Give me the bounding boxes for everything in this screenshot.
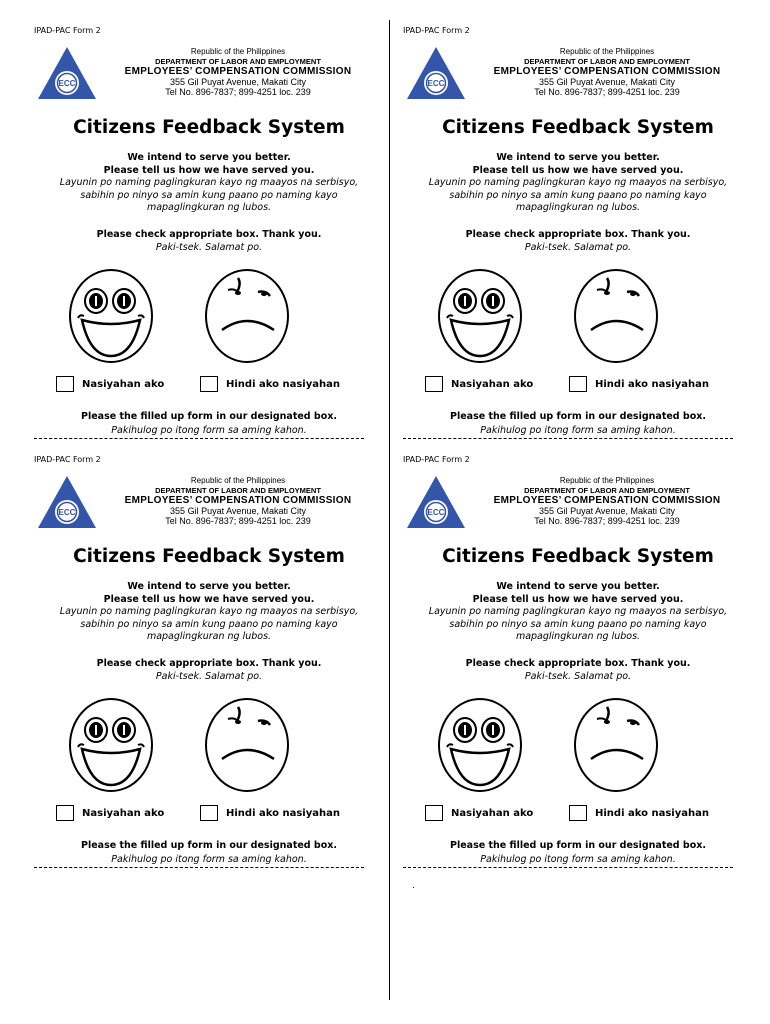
form-title: Citizens Feedback System (442, 546, 714, 567)
footer-text (403, 410, 753, 438)
cut-line (403, 867, 733, 868)
feedback-form (34, 26, 384, 446)
intro-line: sabihin po ninyo sa amin kung paano po naming kayo (80, 618, 338, 630)
footer-line-tagalog: Pakihulog po itong form sa aming kahon. (111, 425, 307, 436)
instruction-line-tagalog: Paki-tsek. Salamat po. (155, 242, 263, 253)
form-code: IPAD-PAC Form 2 (403, 26, 470, 35)
commission-line: EMPLOYEES’ COMPENSATION COMMISSION (493, 66, 721, 77)
intro-line: We intend to serve you better. (496, 152, 660, 163)
ecc-logo-icon (36, 45, 98, 101)
happy-face-icon (435, 693, 525, 793)
instruction-line-tagalog: Paki-tsek. Salamat po. (524, 671, 632, 682)
intro-line: Please tell us how we have served you. (103, 593, 315, 605)
satisfied-label: Nasiyahan ako (82, 807, 165, 819)
address-line: 355 Gil Puyat Avenue, Makati City (539, 506, 675, 516)
agency-header (461, 47, 753, 97)
intro-line: sabihin po ninyo sa amin kung paano po naming kayo (449, 618, 707, 630)
footer-line: Please the filled up form in our designated box. (450, 840, 706, 851)
instruction-line-tagalog: Paki-tsek. Salamat po. (155, 671, 263, 682)
instruction-line: Please check appropriate box. Thank you. (465, 229, 691, 240)
unsatisfied-checkbox[interactable] (569, 376, 587, 392)
footer-text (34, 839, 384, 867)
sad-face-icon (202, 693, 292, 793)
footer-line-tagalog: Pakihulog po itong form sa aming kahon. (480, 425, 676, 436)
option-satisfied[interactable] (56, 805, 164, 821)
unsatisfied-checkbox[interactable] (200, 805, 218, 821)
sad-face-icon (571, 693, 661, 793)
intro-line: Layunin po naming paglingkuran kayo ng maayos na serbisyo, (428, 177, 728, 188)
footer-line-tagalog: Pakihulog po itong form sa aming kahon. (480, 854, 676, 865)
ecc-logo-icon (405, 474, 467, 530)
feedback-form (403, 26, 753, 446)
satisfied-label: Nasiyahan ako (82, 378, 165, 390)
option-satisfied[interactable] (425, 805, 533, 821)
option-unsatisfied[interactable] (569, 376, 709, 392)
telephone-line: Tel No. 896-7837; 899-4251 loc. 239 (534, 516, 680, 526)
instruction-line: Please check appropriate box. Thank you. (465, 658, 691, 669)
footer-text (403, 839, 753, 867)
instruction-line-tagalog: Paki-tsek. Salamat po. (524, 242, 632, 253)
commission-line: EMPLOYEES’ COMPENSATION COMMISSION (124, 495, 352, 506)
commission-line: EMPLOYEES’ COMPENSATION COMMISSION (124, 66, 352, 77)
satisfied-label: Nasiyahan ako (451, 807, 534, 819)
intro-line: We intend to serve you better. (127, 581, 291, 592)
intro-line: mapaglingkuran ng lubos. (515, 631, 641, 642)
intro-line: Layunin po naming paglingkuran kayo ng maayos na serbisyo, (428, 606, 728, 617)
republic-line: Republic of the Philippines (559, 476, 655, 485)
feedback-form (34, 455, 384, 875)
commission-line: EMPLOYEES’ COMPENSATION COMMISSION (493, 495, 721, 506)
form-title: Citizens Feedback System (73, 546, 345, 567)
stray-mark: . (412, 880, 415, 891)
instruction-line: Please check appropriate box. Thank you. (96, 658, 322, 669)
footer-line: Please the filled up form in our designated box. (81, 411, 337, 422)
intro-text (34, 152, 384, 215)
republic-line: Republic of the Philippines (190, 476, 286, 485)
form-code: IPAD-PAC Form 2 (403, 455, 470, 464)
instruction-text (34, 228, 384, 254)
unsatisfied-checkbox[interactable] (569, 805, 587, 821)
footer-text (34, 410, 384, 438)
footer-line: Please the filled up form in our designated box. (450, 411, 706, 422)
svg-text:ECC: ECC (427, 79, 445, 88)
option-unsatisfied[interactable] (569, 805, 709, 821)
ecc-logo-icon (36, 474, 98, 530)
intro-line: Please tell us how we have served you. (472, 164, 684, 176)
option-satisfied[interactable] (56, 376, 164, 392)
telephone-line: Tel No. 896-7837; 899-4251 loc. 239 (534, 87, 680, 97)
intro-line: We intend to serve you better. (496, 581, 660, 592)
department-line: DEPARTMENT OF LABOR AND EMPLOYMENT (524, 486, 690, 495)
instruction-text (403, 657, 753, 683)
satisfied-checkbox[interactable] (56, 376, 74, 392)
cut-line (34, 867, 364, 868)
address-line: 355 Gil Puyat Avenue, Makati City (170, 77, 306, 87)
happy-face-icon (66, 264, 156, 364)
intro-line: mapaglingkuran ng lubos. (515, 202, 641, 213)
address-line: 355 Gil Puyat Avenue, Makati City (539, 77, 675, 87)
ecc-logo-icon (405, 45, 467, 101)
form-title: Citizens Feedback System (442, 117, 714, 138)
department-line: DEPARTMENT OF LABOR AND EMPLOYMENT (155, 57, 321, 66)
feedback-form (403, 455, 753, 875)
cut-line (34, 438, 364, 439)
intro-text (403, 581, 753, 644)
form-code: IPAD-PAC Form 2 (34, 455, 101, 464)
happy-face-icon (435, 264, 525, 364)
intro-line: Please tell us how we have served you. (472, 593, 684, 605)
satisfied-checkbox[interactable] (56, 805, 74, 821)
happy-face-icon (66, 693, 156, 793)
unsatisfied-checkbox[interactable] (200, 376, 218, 392)
intro-line: Layunin po naming paglingkuran kayo ng maayos na serbisyo, (59, 177, 359, 188)
vertical-divider (389, 20, 390, 1000)
intro-line: Layunin po naming paglingkuran kayo ng maayos na serbisyo, (59, 606, 359, 617)
footer-line-tagalog: Pakihulog po itong form sa aming kahon. (111, 854, 307, 865)
satisfied-label: Nasiyahan ako (451, 378, 534, 390)
satisfied-checkbox[interactable] (425, 376, 443, 392)
form-code: IPAD-PAC Form 2 (34, 26, 101, 35)
agency-header (461, 476, 753, 526)
satisfied-checkbox[interactable] (425, 805, 443, 821)
intro-line: mapaglingkuran ng lubos. (146, 202, 272, 213)
intro-line: sabihin po ninyo sa amin kung paano po naming kayo (449, 189, 707, 201)
department-line: DEPARTMENT OF LABOR AND EMPLOYMENT (524, 57, 690, 66)
option-unsatisfied[interactable] (200, 805, 340, 821)
republic-line: Republic of the Philippines (190, 47, 286, 56)
cut-line (403, 438, 733, 439)
department-line: DEPARTMENT OF LABOR AND EMPLOYMENT (155, 486, 321, 495)
intro-line: mapaglingkuran ng lubos. (146, 631, 272, 642)
telephone-line: Tel No. 896-7837; 899-4251 loc. 239 (165, 516, 311, 526)
sad-face-icon (202, 264, 292, 364)
form-title: Citizens Feedback System (73, 117, 345, 138)
svg-text:ECC: ECC (58, 79, 76, 88)
unsatisfied-label: Hindi ako nasiyahan (226, 807, 340, 819)
footer-line: Please the filled up form in our designated box. (81, 840, 337, 851)
svg-text:ECC: ECC (58, 508, 76, 517)
instruction-line: Please check appropriate box. Thank you. (96, 229, 322, 240)
intro-line: We intend to serve you better. (127, 152, 291, 163)
agency-header (92, 476, 384, 526)
address-line: 355 Gil Puyat Avenue, Makati City (170, 506, 306, 516)
option-unsatisfied[interactable] (200, 376, 340, 392)
unsatisfied-label: Hindi ako nasiyahan (595, 378, 709, 390)
unsatisfied-label: Hindi ako nasiyahan (595, 807, 709, 819)
intro-line: Please tell us how we have served you. (103, 164, 315, 176)
republic-line: Republic of the Philippines (559, 47, 655, 56)
instruction-text (403, 228, 753, 254)
telephone-line: Tel No. 896-7837; 899-4251 loc. 239 (165, 87, 311, 97)
intro-text (34, 581, 384, 644)
intro-line: sabihin po ninyo sa amin kung paano po naming kayo (80, 189, 338, 201)
instruction-text (34, 657, 384, 683)
agency-header (92, 47, 384, 97)
unsatisfied-label: Hindi ako nasiyahan (226, 378, 340, 390)
intro-text (403, 152, 753, 215)
svg-text:ECC: ECC (427, 508, 445, 517)
option-satisfied[interactable] (425, 376, 533, 392)
sad-face-icon (571, 264, 661, 364)
